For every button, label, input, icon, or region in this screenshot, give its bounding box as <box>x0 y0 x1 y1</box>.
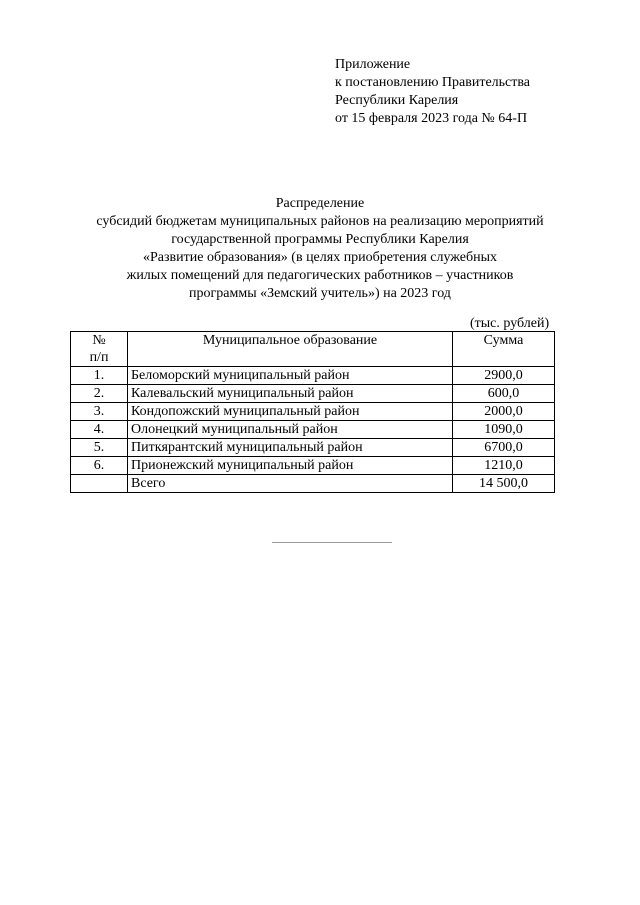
row-name: Беломорский муниципальный район <box>128 367 453 385</box>
row-name: Прионежский муниципальный район <box>128 457 453 475</box>
total-label: Всего <box>128 475 453 493</box>
table-row <box>71 421 555 439</box>
appendix-line: Республики Карелия <box>335 93 459 108</box>
title-line: жилых помещений для педагогических работников – участников <box>126 268 514 283</box>
table-header-row <box>71 332 555 367</box>
table-row <box>71 403 555 421</box>
header-sum: Сумма <box>453 332 555 367</box>
total-sum: 14 500,0 <box>453 475 555 493</box>
row-sum: 1210,0 <box>453 457 555 475</box>
distribution-table <box>70 331 555 493</box>
table-row <box>71 439 555 457</box>
row-num: 3. <box>71 403 128 421</box>
row-name: Калевальский муниципальный район <box>128 385 453 403</box>
title-line: государственной программы Республики Карелия <box>171 232 469 247</box>
title-line: субсидий бюджетам муниципальных районов на реализацию мероприятий <box>96 214 544 229</box>
row-num: 5. <box>71 439 128 457</box>
appendix-block <box>335 56 530 128</box>
title-line: «Развитие образования» (в целях приобретения служебных <box>142 250 498 265</box>
title-line: программы «Земский учитель») на 2023 год <box>189 286 451 301</box>
row-num: 1. <box>71 367 128 385</box>
row-sum: 6700,0 <box>453 439 555 457</box>
table-row <box>71 367 555 385</box>
header-num-line2: п/п <box>89 350 109 365</box>
row-name: Кондопожский муниципальный район <box>128 403 453 421</box>
document-title <box>0 195 640 303</box>
header-num <box>71 332 128 367</box>
appendix-line: от 15 февраля 2023 года № 64-П <box>335 111 528 126</box>
appendix-line: Приложение <box>335 57 411 72</box>
header-num-line1: № <box>92 333 106 348</box>
table-row <box>71 385 555 403</box>
table-total-row <box>71 475 555 493</box>
table-row <box>71 457 555 475</box>
row-sum: 1090,0 <box>453 421 555 439</box>
header-name: Муниципальное образование <box>128 332 453 367</box>
row-sum: 600,0 <box>453 385 555 403</box>
title-line: Распределение <box>275 196 365 211</box>
row-name: Олонецкий муниципальный район <box>128 421 453 439</box>
row-sum: 2900,0 <box>453 367 555 385</box>
appendix-line: к постановлению Правительства <box>335 75 531 90</box>
row-sum: 2000,0 <box>453 403 555 421</box>
row-num: 4. <box>71 421 128 439</box>
row-num: 6. <box>71 457 128 475</box>
row-num: 2. <box>71 385 128 403</box>
units-label: (тыс. рублей) <box>470 316 550 331</box>
total-num <box>71 475 128 493</box>
divider-line <box>272 542 392 543</box>
row-name: Питкярантский муниципальный район <box>128 439 453 457</box>
